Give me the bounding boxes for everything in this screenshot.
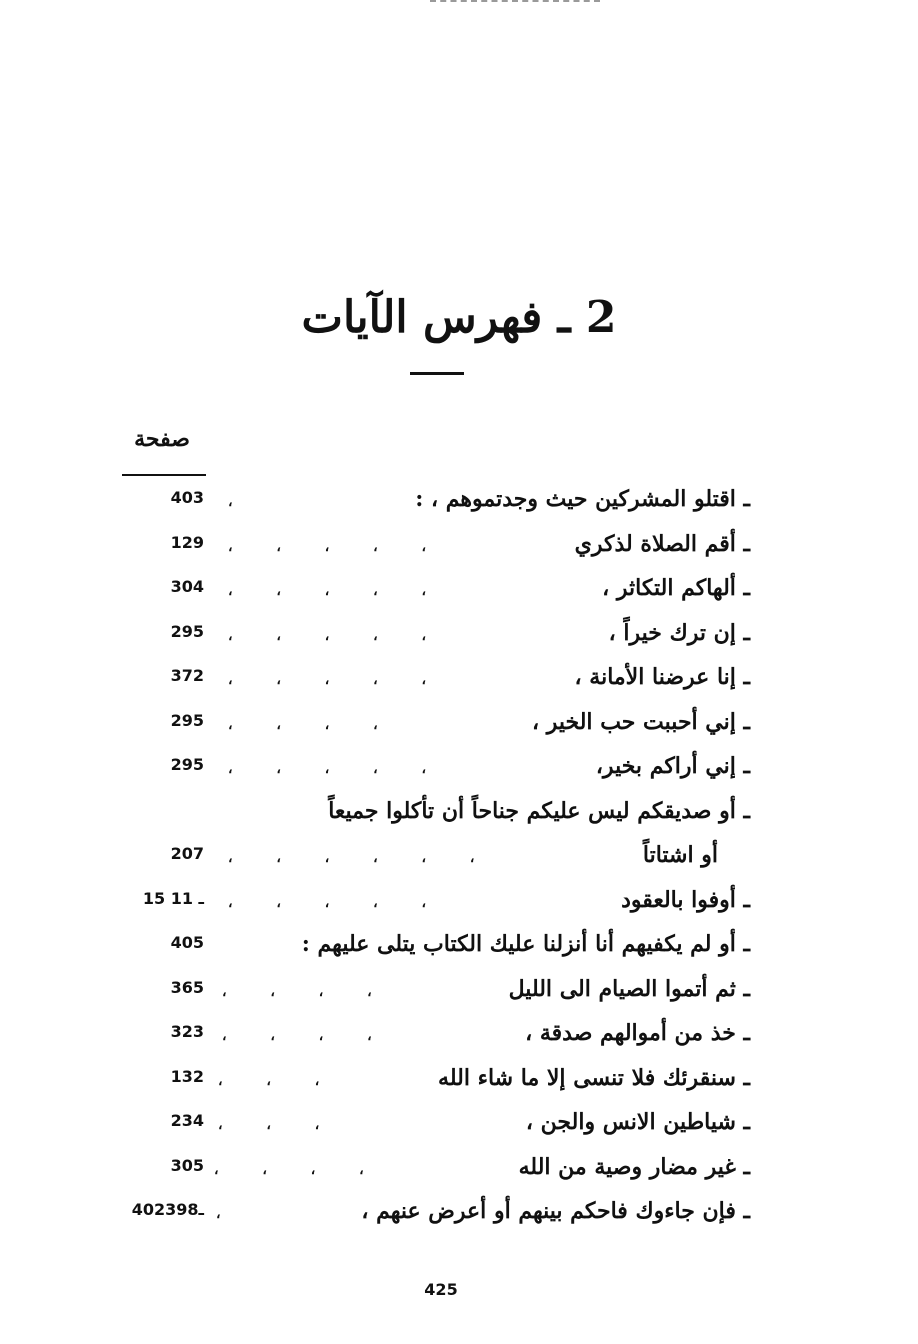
leader-dots: ، ، ، ، ، [228,583,427,599]
list-item [0,703,918,748]
leader-dots: ، ، ، ، [222,983,372,1000]
list-item [0,614,918,659]
page-number: 304 [170,577,204,596]
list-item [0,480,918,525]
list-item [0,1192,918,1237]
verse-text: ـ ألهاكم التكاثر ، [602,575,750,601]
leader-dots: ، ، ، ، [228,716,378,733]
page-number: 129 [170,532,204,552]
verse-text: أو اشتاتاً [642,842,718,868]
list-item [0,747,918,792]
top-rule [430,0,600,6]
verse-text: ـ غير مضار وصية من الله [518,1153,750,1180]
leader-dots: ، ، ، ، ، [228,672,427,688]
leader-dots: ، [228,494,233,510]
leader-dots: ، ، ، ، [214,1161,364,1178]
page-number: 295 [170,621,204,641]
page-title: 2 ـ فهرس الآيات [301,292,617,343]
list-item [0,569,918,614]
verse-text: ـ فإن جاءوك فاحكم بينهم أو أعرض عنهم ، [361,1198,750,1224]
leader-dots: ، ، ، ، ، [228,894,427,911]
page-number: 365 [170,977,204,997]
verse-text: ـ سنقرئك فلا تنسى إلا ما شاء الله [438,1064,750,1091]
list-item [0,1014,918,1059]
verse-text: ـ إن ترك خيراً ، [608,619,750,646]
verse-text: ـ إني أراكم بخير، [595,753,750,779]
leader-dots: ، ، ، [218,1072,320,1089]
page-number: 372 [170,666,204,685]
page-number: 295 [170,755,204,774]
leader-dots: ، ، ، ، ، [228,538,427,555]
leader-dots: ، ، ، ، ، [228,627,427,644]
verse-index-list [0,480,918,1237]
list-item [0,1103,918,1148]
verse-text: ـ ثم أتموا الصيام الى الليل [508,975,750,1002]
page-number: 295 [170,710,204,730]
verse-text: ـ خذ من أموالهم صدقة ، [525,1020,750,1046]
page-number: 402ـ398 [131,1200,204,1219]
verse-text: ـ أقم الصلاة لذكري [574,530,750,557]
page-number: 207 [170,844,204,863]
list-item [0,1059,918,1104]
list-item [0,925,918,970]
list-item [0,1148,918,1193]
page-number: 132 [170,1066,204,1086]
page-column-header: صفحة [134,426,190,452]
verse-text: ـ إني أحببت حب الخير ، [531,708,750,735]
page-column-rule [122,474,206,476]
list-item [0,658,918,703]
verse-text: ـ اقتلو المشركين حيث وجدتموهم ، : [415,486,750,512]
list-item [0,970,918,1015]
list-item-continuation [0,836,918,881]
verse-text: ـ أوفوا بالعقود [621,886,750,913]
leader-dots: ، ، ، ، [222,1028,372,1044]
page-number: 405 [170,933,204,952]
leader-dots: ، ، ، ، ، ، [228,850,475,866]
page-folio-number: 425 [424,1280,458,1299]
page-number: 403 [170,488,204,507]
verse-text: ـ شياطين الانس والجن ، [525,1109,750,1135]
list-item [0,881,918,926]
verse-text: ـ أو صديقكم ليس عليكم جناحاً أن تأكلوا جميعاً [328,797,750,824]
page-number: 323 [170,1022,204,1041]
list-item [0,525,918,570]
verse-text: ـ إنا عرضنا الأمانة ، [574,664,750,690]
page-number: 305 [170,1155,204,1175]
leader-dots: ، ، ، [218,1117,320,1133]
list-item [0,792,918,837]
page-number: 15 ـ 11 [142,888,204,908]
leader-dots: ، [216,1206,221,1222]
page-number: 234 [170,1111,204,1130]
verse-text: ـ أو لم يكفيهم أنا أنزلنا عليك الكتاب يتلى عليهم : [301,931,750,957]
title-underline [410,372,464,375]
leader-dots: ، ، ، ، ، [228,761,427,777]
